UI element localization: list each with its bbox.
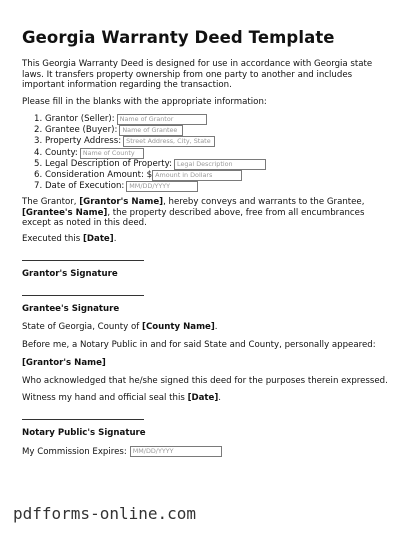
commission-label: My Commission Expires: — [22, 446, 127, 457]
legal-description-label: Legal Description of Property: — [44, 158, 173, 169]
list-item: 6. Consideration Amount: $ Amount in Dollars — [34, 170, 266, 181]
page-title: Georgia Warranty Deed Template — [22, 28, 335, 47]
grantee-signature-label: Grantee's Signature — [22, 304, 120, 314]
execution-date-label: Date of Execution: — [44, 181, 125, 192]
list-item: 7. Date of Execution: MM/DD/YYYY — [34, 181, 266, 192]
notary-intro-text: Before me, a Notary Public in and for said State and County, personally appeared: — [22, 340, 376, 350]
executed-line: Executed this [Date]. — [22, 234, 117, 244]
acknowledgement-text: Who acknowledged that he/she signed this deed for the purposes therein expressed. — [22, 376, 388, 386]
site-watermark: pdfforms-online.com — [13, 504, 197, 523]
grantee-signature-line[interactable] — [22, 295, 144, 296]
list-item: 5. Legal Description of Property: Legal Description — [34, 159, 266, 170]
notary-signature-label: Notary Public's Signature — [22, 428, 146, 438]
intro-paragraph: This Georgia Warranty Deed is designed for use in accordance with Georgia state laws. It transfers property ownership from one party to another and includes important information regarding the transaction. — [22, 59, 373, 91]
county-field[interactable]: Name of County — [80, 148, 144, 159]
commission-expiry-field[interactable]: MM/DD/YYYY — [130, 446, 222, 457]
grantee-name-field[interactable]: Name of Grantee — [119, 125, 183, 136]
conveyance-paragraph: The Grantor, [Grantor's Name], hereby conveys and warrants to the Grantee, [Grantee's Name], the property described above, free from all encumbrances except as noted in this deed. — [22, 197, 365, 229]
grantee-label: Grantee (Buyer): — [44, 125, 118, 136]
grantor-label: Grantor (Seller): — [44, 114, 115, 124]
instructions-text: Please fill in the blanks with the appropriate information: — [22, 97, 267, 107]
grantor-signature-label: Grantor's Signature — [22, 269, 118, 279]
list-item: 1. Grantor (Seller): Name of Grantor — [34, 114, 266, 125]
grantor-name-field[interactable]: Name of Grantor — [117, 114, 207, 125]
list-item: 3. Property Address: Street Address, City, State — [34, 136, 266, 147]
execution-date-field[interactable]: MM/DD/YYYY — [126, 181, 198, 192]
grantor-signature-line[interactable] — [22, 260, 144, 261]
legal-description-field[interactable]: Legal Description — [174, 159, 266, 170]
consideration-amount-field[interactable]: Amount in Dollars — [152, 170, 242, 181]
notary-signature-line[interactable] — [22, 419, 144, 420]
property-address-label: Property Address: — [44, 136, 122, 147]
county-label: County: — [44, 147, 78, 158]
witness-line: Witness my hand and official seal this [Date]. — [22, 393, 222, 403]
grantor-name-placeholder: [Grantor's Name] — [22, 358, 106, 368]
list-item: 4. County: Name of County — [34, 148, 266, 159]
fields-list — [34, 114, 266, 192]
property-address-field[interactable]: Street Address, City, State — [123, 136, 215, 147]
list-item: 2. Grantee (Buyer): Name of Grantee — [34, 125, 266, 136]
consideration-label: Consideration Amount: $ — [44, 169, 153, 180]
commission-line — [22, 446, 222, 457]
state-county-line: State of Georgia, County of [County Name]. — [22, 322, 218, 332]
